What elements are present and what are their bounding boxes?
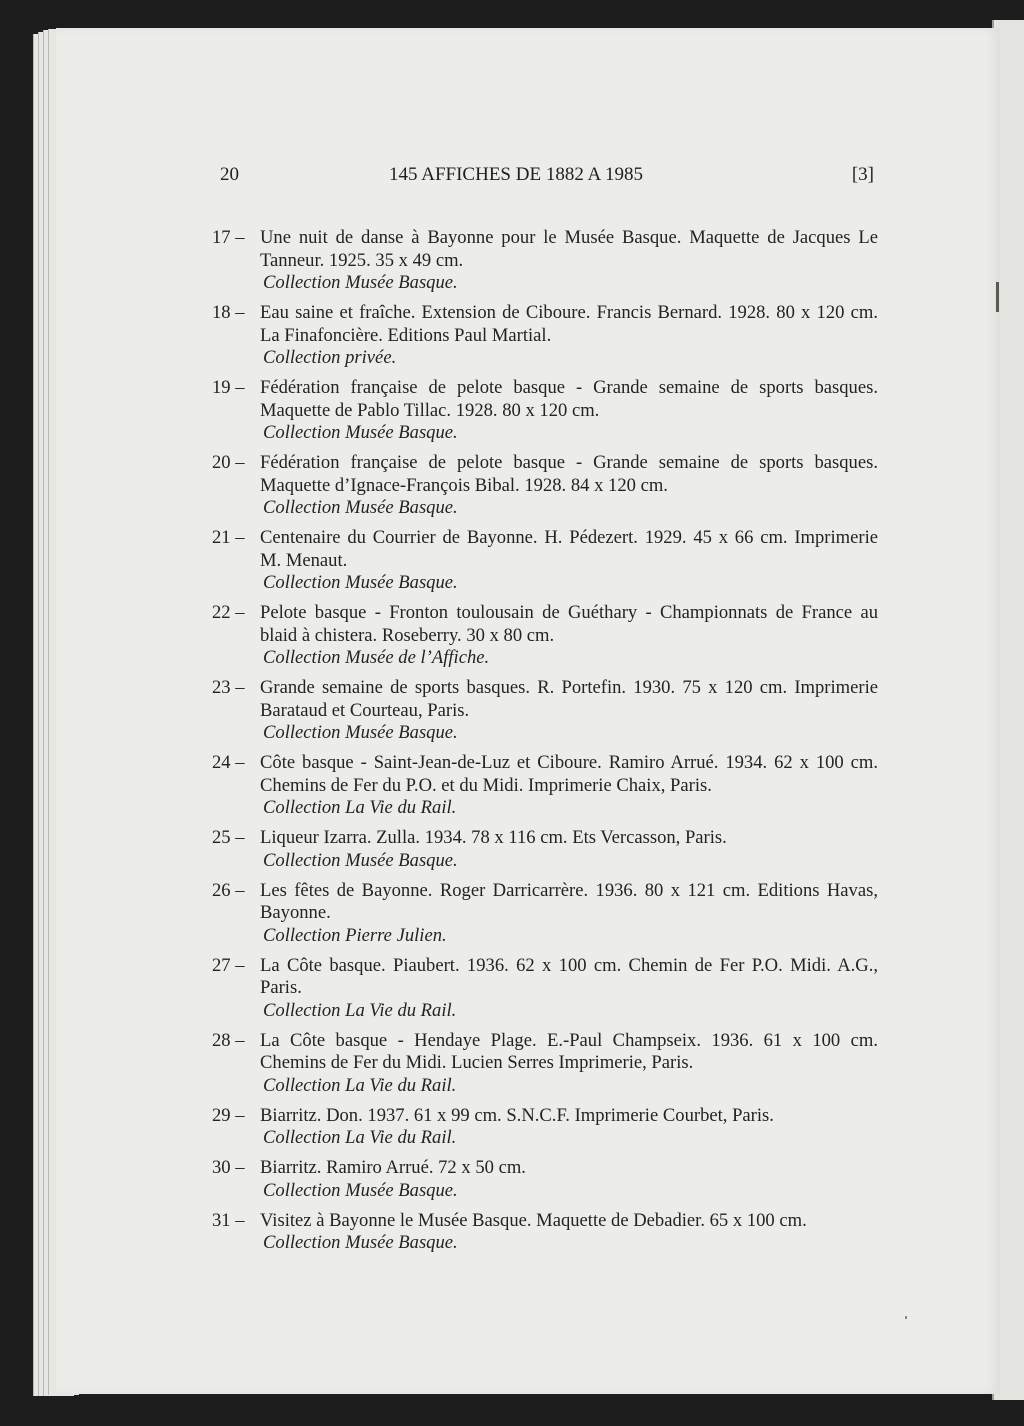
- entry-description: Grande semaine de sports basques. R. Portefin. 1930. 75 x 120 cm. Imprimerie Barataud et Courteau, Paris.: [260, 677, 878, 721]
- entry-collection: Collection Musée Basque.: [263, 1179, 458, 1201]
- list-item: [212, 677, 878, 745]
- entry-description: Les fêtes de Bayonne. Roger Darricarrère. 1936. 80 x 121 cm. Editions Havas, Bayonne.: [260, 879, 878, 923]
- entry-description: Biarritz. Ramiro Arrué. 72 x 50 cm.: [260, 1157, 526, 1178]
- list-item: [212, 752, 878, 820]
- page-number: 20: [220, 164, 239, 185]
- entry-number: 20 –: [212, 452, 245, 473]
- entry-number: 25 –: [212, 827, 245, 848]
- entry-collection: Collection Musée Basque.: [263, 497, 458, 518]
- list-item: [212, 1210, 878, 1255]
- entry-description: La Côte basque. Piaubert. 1936. 62 x 100 cm. Chemin de Fer P.O. Midi. A.G., Paris.: [260, 954, 878, 998]
- entry-collection: Collection Musée Basque.: [263, 849, 458, 871]
- entry-description: Côte basque - Saint-Jean-de-Luz et Ciboure. Ramiro Arrué. 1934. 62 x 100 cm. Chemins de Fer du P.O. et du Midi. Imprimerie Chaix, Paris.: [260, 752, 878, 796]
- entry-collection: Collection Pierre Julien.: [263, 924, 447, 946]
- entry-number: 23 –: [212, 677, 245, 698]
- list-item: [212, 1030, 878, 1098]
- entry-collection: Collection La Vie du Rail.: [263, 999, 457, 1021]
- entry-description: Fédération française de pelote basque - Grande semaine de sports basques. Maquette de Pablo Tillac. 1928. 80 x 120 cm.: [260, 377, 878, 421]
- list-item: [212, 452, 878, 520]
- entry-number: 26 –: [212, 879, 245, 901]
- list-item: [212, 602, 878, 670]
- entry-collection: Collection privée.: [263, 347, 397, 368]
- entry-description: Pelote basque - Fronton toulousain de Guéthary - Championnats de France au blaid à chistera. Roseberry. 30 x 80 cm.: [260, 602, 878, 646]
- list-item: [212, 302, 878, 370]
- list-item: [212, 377, 878, 445]
- list-item: [212, 527, 878, 595]
- poster-list: [212, 227, 878, 1262]
- running-title: 145 AFFICHES DE 1882 A 1985: [389, 164, 643, 185]
- entry-number: 17 –: [212, 227, 245, 248]
- page: [56, 28, 1000, 1394]
- entry-number: 18 –: [212, 302, 245, 323]
- entry-number: 27 –: [212, 954, 245, 976]
- entry-number: 22 –: [212, 602, 245, 623]
- entry-description: Une nuit de danse à Bayonne pour le Musée Basque. Maquette de Jacques Le Tanneur. 1925. 35 x 49 cm.: [260, 227, 878, 271]
- margin-mark: [996, 282, 999, 312]
- entry-number: 24 –: [212, 752, 245, 773]
- entry-collection: Collection La Vie du Rail.: [263, 1127, 457, 1148]
- entry-number: 30 –: [212, 1157, 245, 1178]
- section-marker: [3]: [851, 164, 874, 185]
- entry-collection: Collection Musée Basque.: [263, 272, 458, 293]
- list-item: [212, 880, 878, 948]
- list-item: [212, 827, 878, 872]
- entry-description: Eau saine et fraîche. Extension de Ciboure. Francis Bernard. 1928. 80 x 120 cm. La Finafoncière. Editions Paul Martial.: [260, 302, 878, 346]
- entry-description: La Côte basque - Hendaye Plage. E.-Paul Champseix. 1936. 61 x 100 cm. Chemins de Fer du Midi. Lucien Serres Imprimerie, Paris.: [260, 1029, 878, 1073]
- entry-number: 28 –: [212, 1029, 245, 1051]
- entry-collection: Collection Musée Basque.: [263, 1232, 458, 1253]
- entry-number: 29 –: [212, 1104, 245, 1126]
- entry-collection: Collection Musée Basque.: [263, 572, 458, 593]
- list-item: [212, 227, 878, 295]
- entry-number: 21 –: [212, 527, 245, 548]
- entry-description: Centenaire du Courrier de Bayonne. H. Pédezert. 1929. 45 x 66 cm. Imprimerie M. Menaut.: [260, 527, 878, 571]
- list-item: [212, 1157, 878, 1202]
- entry-description: Liqueur Izarra. Zulla. 1934. 78 x 116 cm. Ets Vercasson, Paris.: [260, 827, 727, 848]
- entry-collection: Collection La Vie du Rail.: [263, 1074, 457, 1096]
- entry-collection: Collection Musée Basque.: [263, 422, 458, 443]
- list-item: [212, 1105, 878, 1150]
- entry-description: Fédération française de pelote basque - Grande semaine de sports basques. Maquette d’Ignace-François Bibal. 1928. 84 x 120 cm.: [260, 452, 878, 496]
- entry-collection: Collection La Vie du Rail.: [263, 797, 457, 818]
- margin-tick: [905, 1316, 907, 1319]
- list-item: [212, 955, 878, 1023]
- entry-description: Biarritz. Don. 1937. 61 x 99 cm. S.N.C.F. Imprimerie Courbet, Paris.: [260, 1104, 774, 1126]
- running-header: [56, 164, 1000, 188]
- entry-number: 19 –: [212, 377, 245, 398]
- entry-collection: Collection Musée de l’Affiche.: [263, 647, 490, 668]
- entry-number: 31 –: [212, 1209, 245, 1231]
- entry-description: Visitez à Bayonne le Musée Basque. Maquette de Debadier. 65 x 100 cm.: [260, 1209, 807, 1231]
- entry-collection: Collection Musée Basque.: [263, 722, 458, 743]
